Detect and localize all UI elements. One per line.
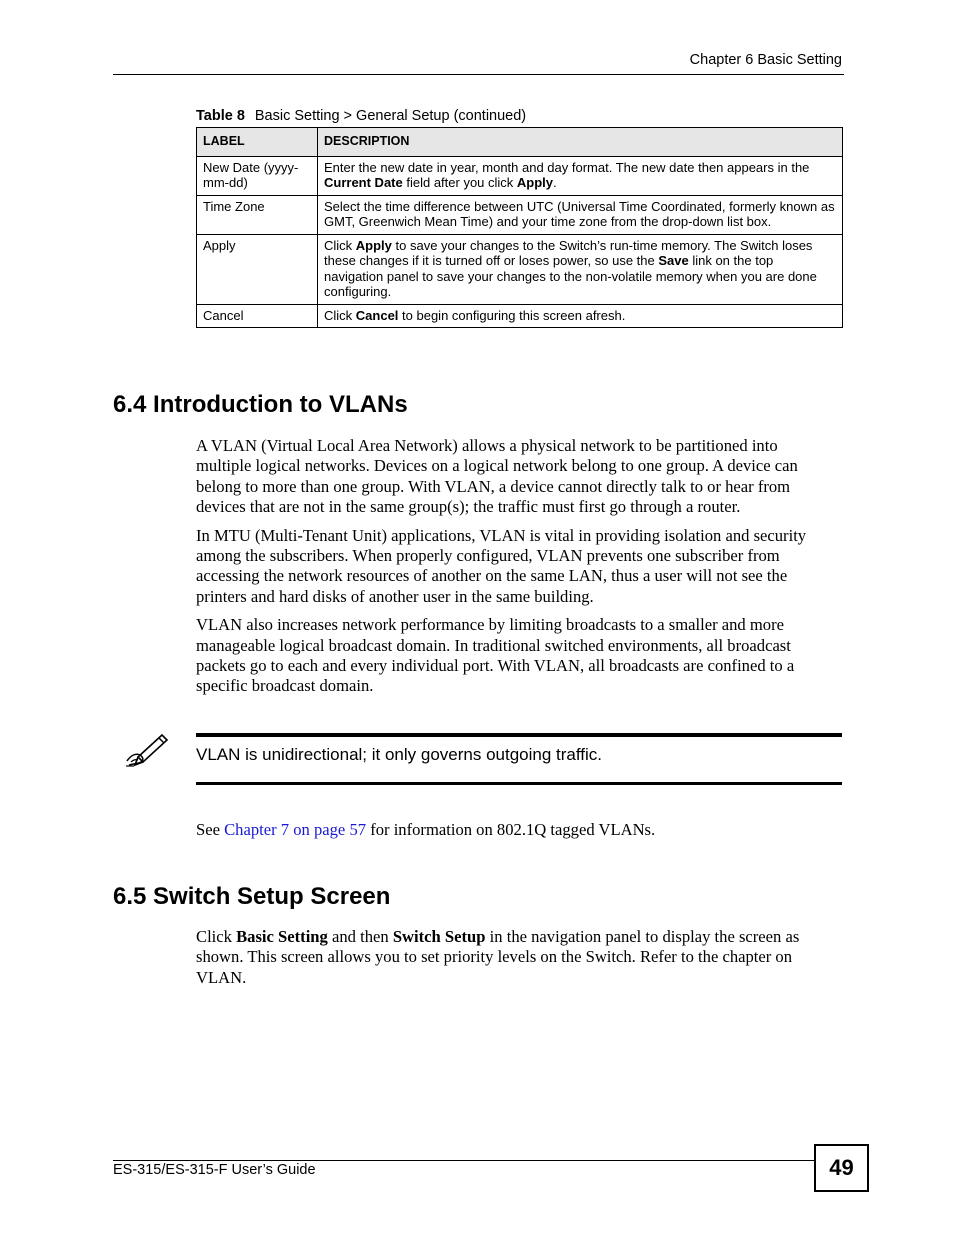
column-header-description: DESCRIPTION <box>318 128 843 157</box>
table-row <box>197 234 843 304</box>
desc-text: to save your changes to the Switch’s run-time memory. The Switch loses these changes if it is turned off or loses power, so use the <box>324 237 813 268</box>
general-setup-table <box>196 127 843 328</box>
table-row <box>197 304 843 328</box>
pencil-note-icon <box>124 731 172 769</box>
see-also-line <box>196 820 836 840</box>
note-text: VLAN is unidirectional; it only governs outgoing traffic. <box>196 745 603 764</box>
header-rule <box>113 74 844 75</box>
table-caption <box>196 108 526 124</box>
row-description <box>318 156 843 195</box>
paragraph: VLAN also increases network performance by limiting broadcasts to a smaller and more manageable logical broadcast domain. In traditional switched environments, all broadcast packets go to each and every individual port. With VLAN, all broadcasts are confined to a specific broadcast domain. <box>196 615 795 696</box>
desc-bold: Apply <box>355 237 392 253</box>
desc-bold: Current Date <box>324 175 403 190</box>
desc-bold: Cancel <box>355 307 399 323</box>
page-number: 49 <box>814 1144 869 1192</box>
table-caption-text: Basic Setting > General Setup (continued) <box>254 108 527 124</box>
desc-text: Select the time difference between UTC (Universal Time Coordinated, formerly known as GMT, Greenwich Mean Time) and your time zone from the drop-down list box. <box>324 198 835 229</box>
desc-text: Enter the new date in year, month and day format. The new date then appears in the <box>324 159 810 175</box>
desc-bold: Save <box>658 253 689 268</box>
desc-text: link on the top navigation panel to save your changes to the non-volatile memory when you are done configuring. <box>324 253 817 299</box>
desc-text: field after you click <box>402 175 517 190</box>
paragraph: A VLAN (Virtual Local Area Network) allows a physical network to be partitioned into multiple logical networks. Devices on a logical network belong to one group. A device can belong to more than one group. With VLAN, a device cannot directly talk to or hear from devices that are not in the same group(s); the traffic must first go through a router. <box>196 436 798 517</box>
note-top-rule <box>196 733 842 737</box>
table-row <box>197 195 843 234</box>
table-row <box>197 156 843 195</box>
column-header-label: LABEL <box>197 128 318 157</box>
note-bottom-rule <box>196 782 842 785</box>
row-label: Time Zone <box>197 195 318 234</box>
row-label: Cancel <box>197 304 318 328</box>
body-bold: Basic Setting <box>236 927 328 946</box>
section-heading-vlans: 6.4 Introduction to VLANs <box>113 391 408 418</box>
row-label: Apply <box>197 234 318 304</box>
see-suffix: for information on 802.1Q tagged VLANs. <box>366 820 656 839</box>
chapter7-link[interactable]: Chapter 7 on page 57 <box>224 820 367 839</box>
row-description <box>318 234 843 304</box>
desc-text: Click <box>324 237 356 253</box>
body-text: and then <box>327 927 393 946</box>
table-caption-label: Table 8 <box>196 108 245 124</box>
row-description <box>318 304 843 328</box>
body-text: Click <box>196 927 237 946</box>
body-text: in the navigation panel to display the screen as shown. This screen allows you to set priority levels on the Switch. Refer to the chapter on VLAN. <box>196 927 800 987</box>
table-header-row <box>197 128 843 157</box>
row-description <box>318 195 843 234</box>
paragraph: In MTU (Multi-Tenant Unit) applications, VLAN is vital in providing isolation and security among the subscribers. When properly configured, VLAN prevents one subscriber from accessing the network resources of another on the same LAN, thus a user will not see the printers and hard disks of another user in the same building. <box>196 525 807 606</box>
desc-text: . <box>553 175 557 190</box>
body-bold: Switch Setup <box>392 927 486 946</box>
footer-rule <box>113 1160 815 1161</box>
footer-guide-title: ES-315/ES-315-F User’s Guide <box>113 1162 316 1178</box>
desc-text: to begin configuring this screen afresh. <box>398 307 626 323</box>
desc-bold: Apply <box>516 175 554 190</box>
running-header: Chapter 6 Basic Setting <box>689 52 842 68</box>
row-label: New Date (yyyy-mm-dd) <box>197 156 318 195</box>
section-body-vlans <box>196 436 836 697</box>
see-prefix: See <box>196 820 225 839</box>
section-body-switch-setup <box>196 927 836 988</box>
section-heading-switch-setup: 6.5 Switch Setup Screen <box>113 883 391 910</box>
desc-text: Click <box>324 307 356 323</box>
